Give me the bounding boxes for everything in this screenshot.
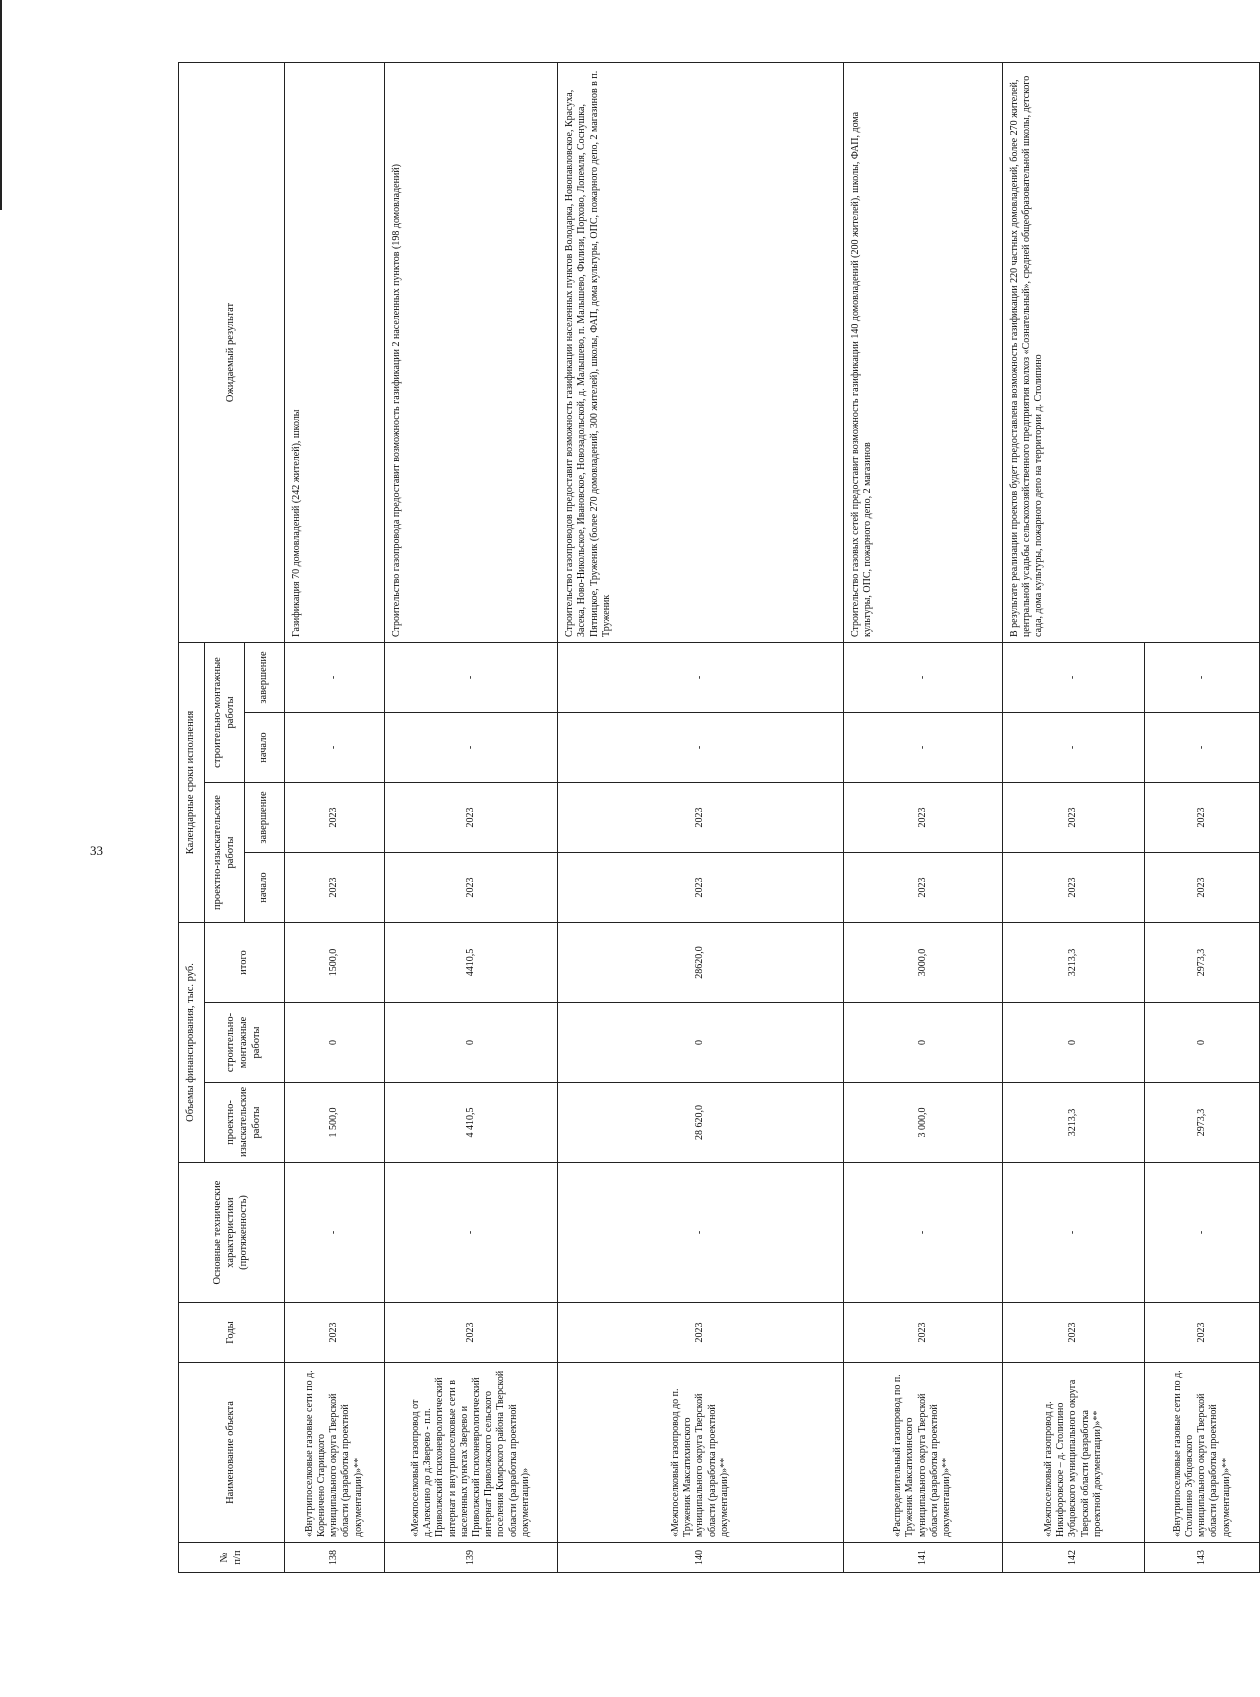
row-design-end: 2023 [1002,783,1145,853]
row-build: 0 [1145,1003,1260,1083]
row-name: «Межпоселковый газопровод д. Никифоровское – д. Столипино Зубцовского муниципального округа Тверской области (разработка проектной документации)»** [1002,1363,1145,1543]
row-build-start: - [285,713,385,783]
row-design-start: 2023 [384,853,558,923]
header-build-start: начало [245,713,285,783]
header-finance: Объемы финансирования, тыс. руб. [179,923,205,1163]
row-design: 3 000,0 [843,1083,1002,1163]
row-design-start: 2023 [1002,853,1145,923]
row-year: 2023 [1002,1303,1145,1363]
left-edge-rule [0,0,2,210]
table-row [558,62,844,1572]
row-tech: - [1002,1163,1145,1303]
row-year: 2023 [558,1303,844,1363]
table-row [384,62,558,1572]
header-build-end: завершение [245,642,285,712]
row-build: 0 [285,1003,385,1083]
header-no: № п/п [179,1543,285,1573]
row-build: 0 [843,1003,1002,1083]
row-no: 142 [1002,1543,1145,1573]
row-build-start: - [384,713,558,783]
row-design: 2973,3 [1145,1083,1260,1163]
header-tech: Основные технические характеристики (протяженность) [179,1163,285,1303]
row-result: Строительство газовых сетей предоставит возможность газификации 140 домовладений (200 жителей), школы, ФАП, дома культуры, ОПС, пожарного депо, 2 магазинов [843,62,1002,642]
row-no: 140 [558,1543,844,1573]
row-total: 4410,5 [384,923,558,1003]
header-cal-design: проектно-изыскательские работы [205,783,245,923]
row-year: 2023 [285,1303,385,1363]
row-name: «Распределительный газопровод по п. Труженик Максатихинского муниципального округа Тверской области (разработка проектной документации)»** [843,1363,1002,1543]
row-build-end: - [285,642,385,712]
row-design-start: 2023 [1145,853,1260,923]
header-design-start: начало [245,853,285,923]
row-total: 3213,3 [1002,923,1145,1003]
row-design: 1 500,0 [285,1083,385,1163]
row-build-start: - [1145,713,1260,783]
row-name: «Внутрипоселковые газовые сети по д. Столипино Зубцовского муниципального округа Тверской области (разработка проектной документации)»** [1145,1363,1260,1543]
row-result: Газификация 70 домовладений (242 жителей), школы [285,62,385,642]
row-design-end: 2023 [843,783,1002,853]
row-design-end: 2023 [384,783,558,853]
row-build-end: - [843,642,1002,712]
row-result: Строительство газопровода предоставит возможность газификации 2 населенных пунктов (198 домовладений) [384,62,558,642]
header-name: Наименование объекта [179,1363,285,1543]
row-total: 2973,3 [1145,923,1260,1003]
header-fin-design: проектно-изыскательские работы [205,1083,285,1163]
table-row [843,62,1002,1572]
row-year: 2023 [843,1303,1002,1363]
header-fin-build: строительно-монтажные работы [205,1003,285,1083]
row-build: 0 [1002,1003,1145,1083]
row-build-start: - [843,713,1002,783]
row-result: Строительство газопроводов предоставит возможность газификации населенных пунктов Володарка, Новопавловское, Красуха, Засека, Ново-Никольское, Ивановское, Новозадольской, д. Малышево, п. Малышево, Филизи, Порхово, Лопемля, Соснушка, Пятницкое, Труженик (более 270 домовладений, 300 жителей), школы, ФАП, дома культуры, ОПС, пожарного депо, 2 магазинов в п. Труженик [558,62,844,642]
row-year: 2023 [384,1303,558,1363]
row-name: «Внутрипоселковые газовые сети по д. Кореничено Старицкого муниципального округа Тверской области (разработка проектной документации)»** [285,1363,385,1543]
row-year: 2023 [1145,1303,1260,1363]
header-calendar: Календарные сроки исполнения [179,642,205,922]
row-build: 0 [558,1003,844,1083]
header-cal-build: строительно-монтажные работы [205,642,245,782]
row-total: 1500,0 [285,923,385,1003]
row-design-end: 2023 [558,783,844,853]
row-total: 28620,0 [558,923,844,1003]
header-years: Годы [179,1303,285,1363]
row-no: 138 [285,1543,385,1573]
row-design-start: 2023 [843,853,1002,923]
row-design-end: 2023 [285,783,385,853]
table-row [1002,62,1145,1572]
row-name: «Межпоселковый газопровод до п. Труженик Максатихинского муниципального округа Тверской области (разработка проектной документации)»** [558,1363,844,1543]
row-tech: - [384,1163,558,1303]
row-tech: - [1145,1163,1260,1303]
row-build-end: - [1145,642,1260,712]
page-number: 33 [90,843,103,858]
row-result: В результате реализации проектов будет предоставлена возможность газификации 220 частных домовладений, более 270 жителей, центральной усадьбы сельскохозяйственного предприятия колхоз «Сознательный», средней общеобразовательной школы, детского сада, дома культуры, пожарного депо на территории д. Столипино [1002,62,1259,642]
row-no: 139 [384,1543,558,1573]
header-result: Ожидаемый результат [179,62,285,642]
row-design-start: 2023 [558,853,844,923]
row-build: 0 [384,1003,558,1083]
row-build-start: - [1002,713,1145,783]
row-build-end: - [384,642,558,712]
rotated-table-sheet [178,63,1260,1573]
row-tech: - [558,1163,844,1303]
row-build-end: - [1002,642,1145,712]
row-design: 28 620,0 [558,1083,844,1163]
row-design: 4 410,5 [384,1083,558,1163]
row-no: 143 [1145,1543,1260,1573]
row-build-start: - [558,713,844,783]
row-design: 3213,3 [1002,1083,1145,1163]
row-tech: - [285,1163,385,1303]
row-build-end: - [558,642,844,712]
header-design-end: завершение [245,783,285,853]
row-design-start: 2023 [285,853,385,923]
row-no: 141 [843,1543,1002,1573]
objects-table [178,62,1260,1573]
row-design-end: 2023 [1145,783,1260,853]
header-fin-total: итого [205,923,285,1003]
row-tech: - [843,1163,1002,1303]
table-row [285,62,385,1572]
row-name: «Межпоселковый газопровод от д.Алексино до д.Зверево - п.п. Приволжский психоневрологический интернат и внутрипоселковые сети в населенных пунктах Зверево и Приволжский психоневрологический интернат Приволжского сельского поселения Кимрского района Тверской области (разработка проектной документации)» [384,1363,558,1543]
row-total: 3000,0 [843,923,1002,1003]
